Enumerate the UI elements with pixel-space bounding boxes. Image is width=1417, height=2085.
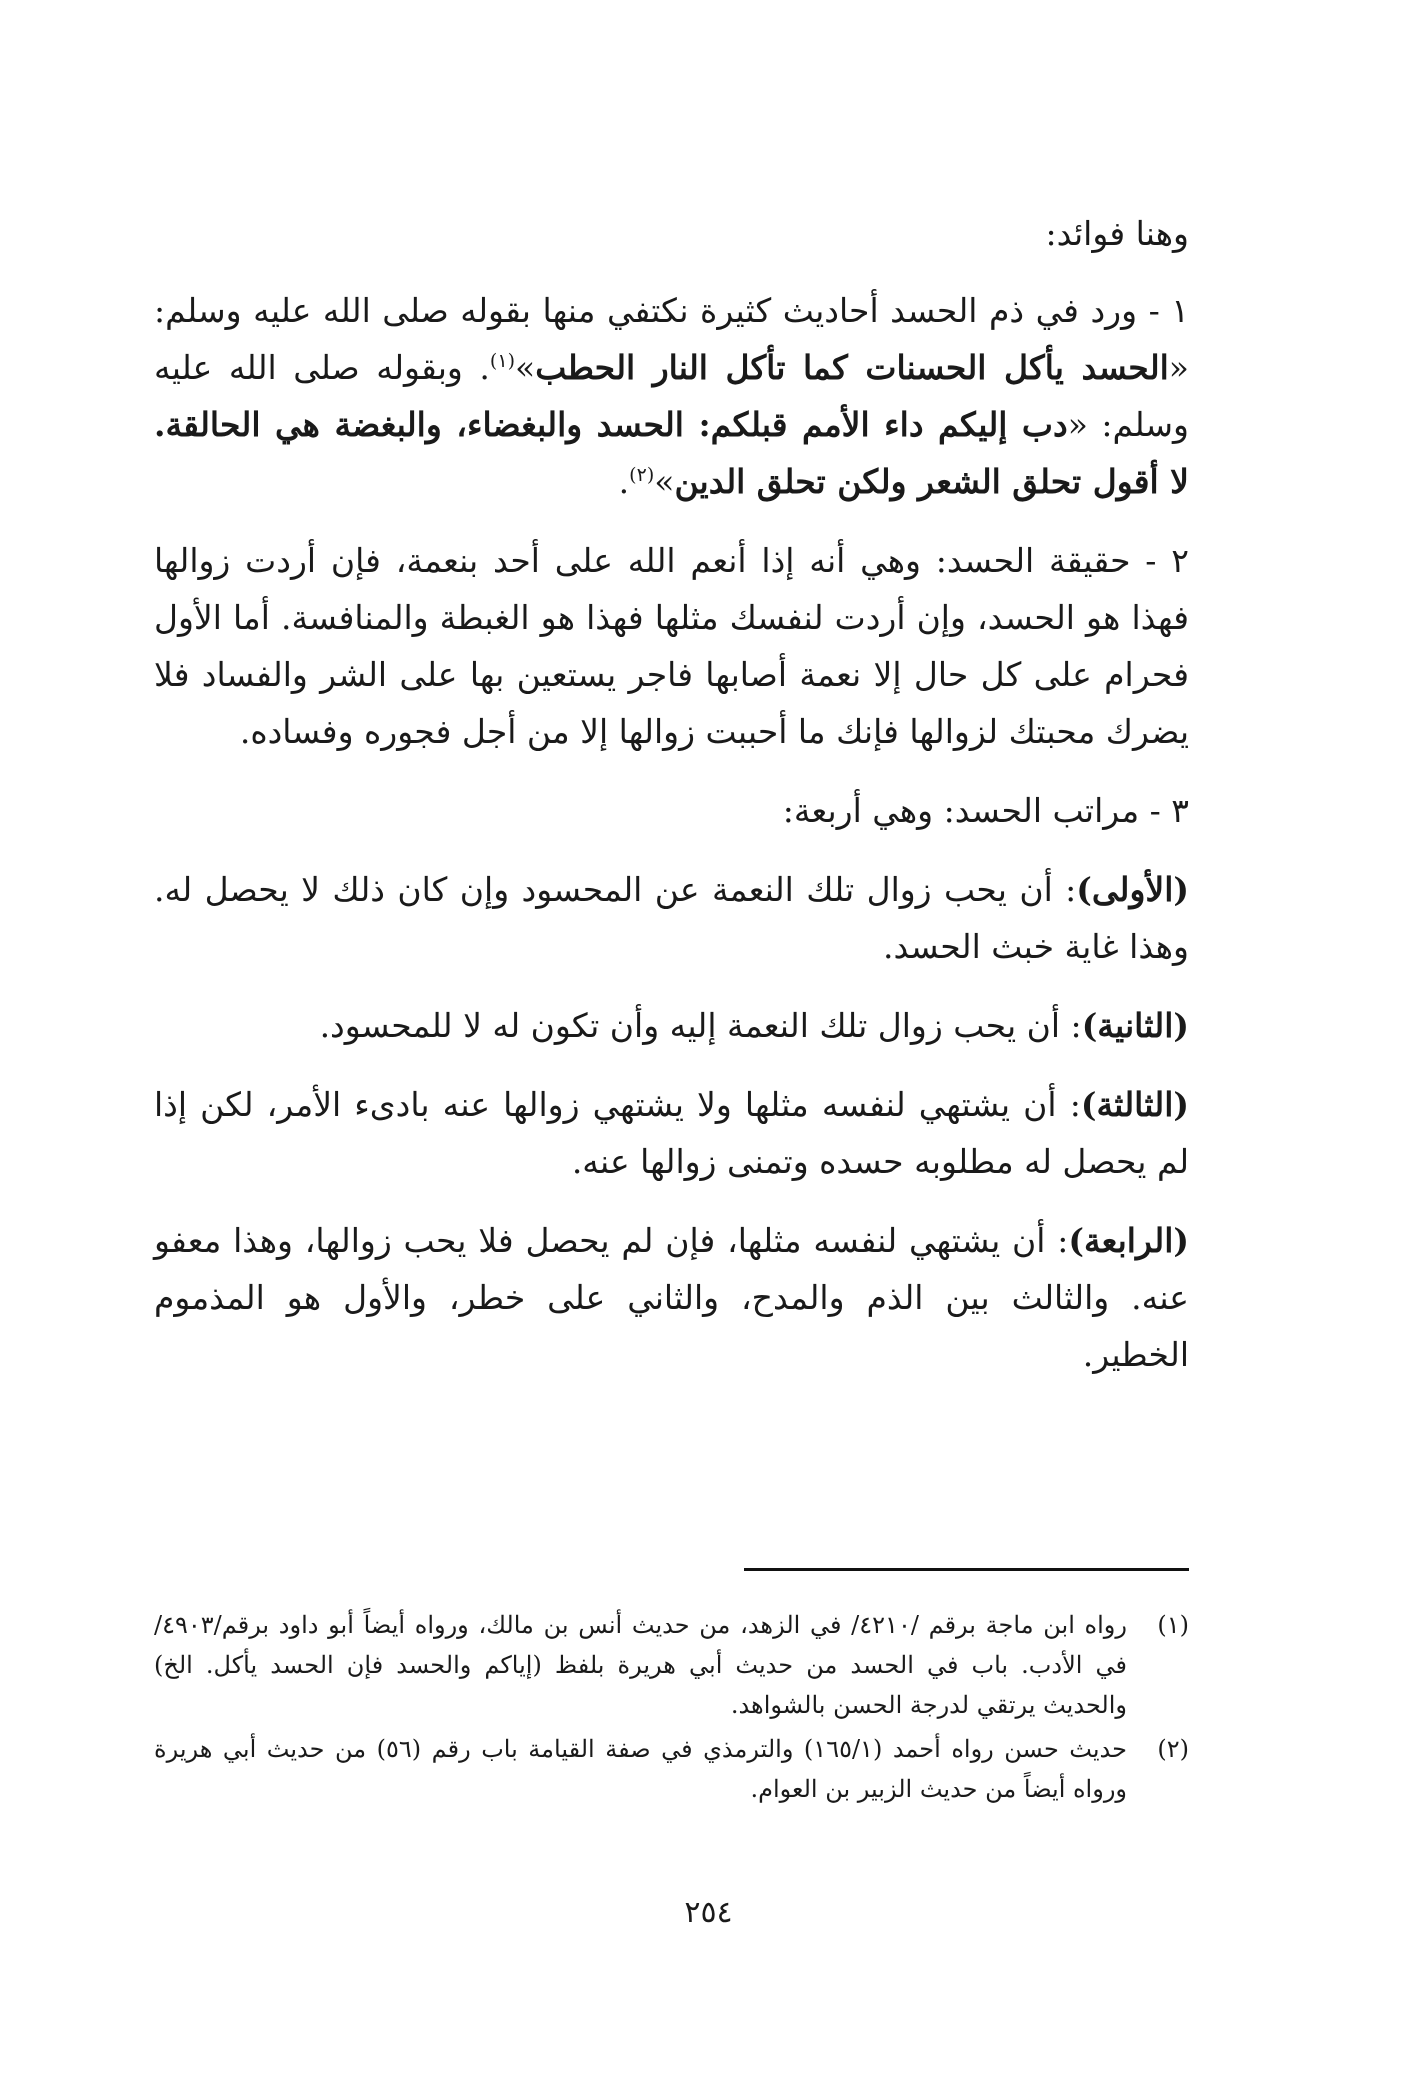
p1-text-a: ١ - ورد في ذم الحسد أحاديث كثيرة نكتفي منها بقوله صلى الله عليه وسلم: « <box>154 291 1189 387</box>
rank-2-label: (الثانية) <box>1081 1006 1189 1045</box>
page-number: ٢٥٤ <box>684 1895 733 1930</box>
hadith-1: الحسد يأكل الحسنات كما تأكل النار الحطب <box>535 348 1169 387</box>
footnote-number: (٢) <box>1157 1735 1189 1763</box>
paragraph-3: ٣ - مراتب الحسد: وهي أربعة: <box>782 791 1189 830</box>
footnote-1 <box>154 1605 1189 1725</box>
p1-text-d: » <box>654 462 675 501</box>
footnote-text: حديث حسن رواه أحمد (١٦٥/١) والترمذي في صفة القيامة باب رقم (٥٦) من حديث أبي هريرة ورواه أيضاً من حديث الزبير بن العوام. <box>154 1735 1127 1803</box>
rank-4-label: (الرابعة) <box>1068 1221 1189 1260</box>
paragraph-2: ٢ - حقيقة الحسد: وهي أنه إذا أنعم الله على أحد بنعمة، فإن أردت زوالها فهذا هو الحسد، وإن أردت لنفسك مثلها فهذا هو الغبطة والمنافسة. أما الأول فحرام على كل حال إلا نعمة أصابها فاجر يستعين بها على الشر والفساد فلا يضرك محبتك لزوالها فإنك ما أحببت زوالها إلا من أجل فجوره وفساده. <box>154 541 1189 751</box>
footnotes <box>154 1605 1189 1813</box>
footnote-ref-2[interactable]: (٢) <box>629 464 655 486</box>
rank-2-text: : أن يحب زوال تلك النعمة إليه وأن تكون له لا للمحسود. <box>319 1006 1082 1045</box>
section-heading: وهنا فوائد: <box>1045 214 1189 253</box>
rank-4 <box>154 1212 1189 1383</box>
hadith-2: دب إليكم داء الأمم قبلكم: الحسد والبغضاء، والبغضة هي الحالقة. لا أقول تحلق الشعر ولكن تحلق الدين <box>154 405 1189 501</box>
footnote-ref-1[interactable]: (١) <box>489 350 515 372</box>
main-text <box>154 205 1189 1405</box>
rank-1-label: (الأولى) <box>1076 870 1189 909</box>
rank-3-label: (الثالثة) <box>1080 1085 1189 1124</box>
rank-4-text: : أن يشتهي لنفسه مثلها، فإن لم يحصل فلا يحب زوالها، وهذا معفو عنه. والثالث بين الذم والمدح، والثاني على خطر، والأول هو المذموم الخطير. <box>154 1221 1189 1374</box>
p1-text-e: . <box>618 462 630 501</box>
rank-1 <box>154 861 1189 975</box>
footnote-text: رواه ابن ماجة برقم /٤٢١٠/ في الزهد، من حديث أنس بن مالك، ورواه أيضاً أبو داود برقم/٤٩٠٣/ في الأدب. باب في الحسد من حديث أبي هريرة بلفظ (إياكم والحسد فإن الحسد يأكل. الخ) والحديث يرتقي لدرجة الحسن بالشواهد. <box>154 1611 1127 1719</box>
footnote-2 <box>154 1729 1189 1809</box>
p1-text-c: . وبقوله صلى الله عليه وسلم: « <box>154 348 1189 444</box>
footnote-number: (١) <box>1157 1611 1189 1639</box>
rank-2 <box>154 997 1189 1054</box>
rank-3 <box>154 1076 1189 1190</box>
paragraph-1 <box>154 282 1189 510</box>
rank-1-text: : أن يحب زوال تلك النعمة عن المحسود وإن كان ذلك لا يحصل له. وهذا غاية خبث الحسد. <box>154 870 1189 966</box>
rank-3-text: : أن يشتهي لنفسه مثلها ولا يشتهي زوالها عنه بادىء الأمر، لكن إذا لم يحصل له مطلوبه حسده وتمنى زوالها عنه. <box>154 1085 1189 1181</box>
footnote-separator <box>744 1568 1189 1571</box>
p1-text-b: » <box>514 348 536 387</box>
